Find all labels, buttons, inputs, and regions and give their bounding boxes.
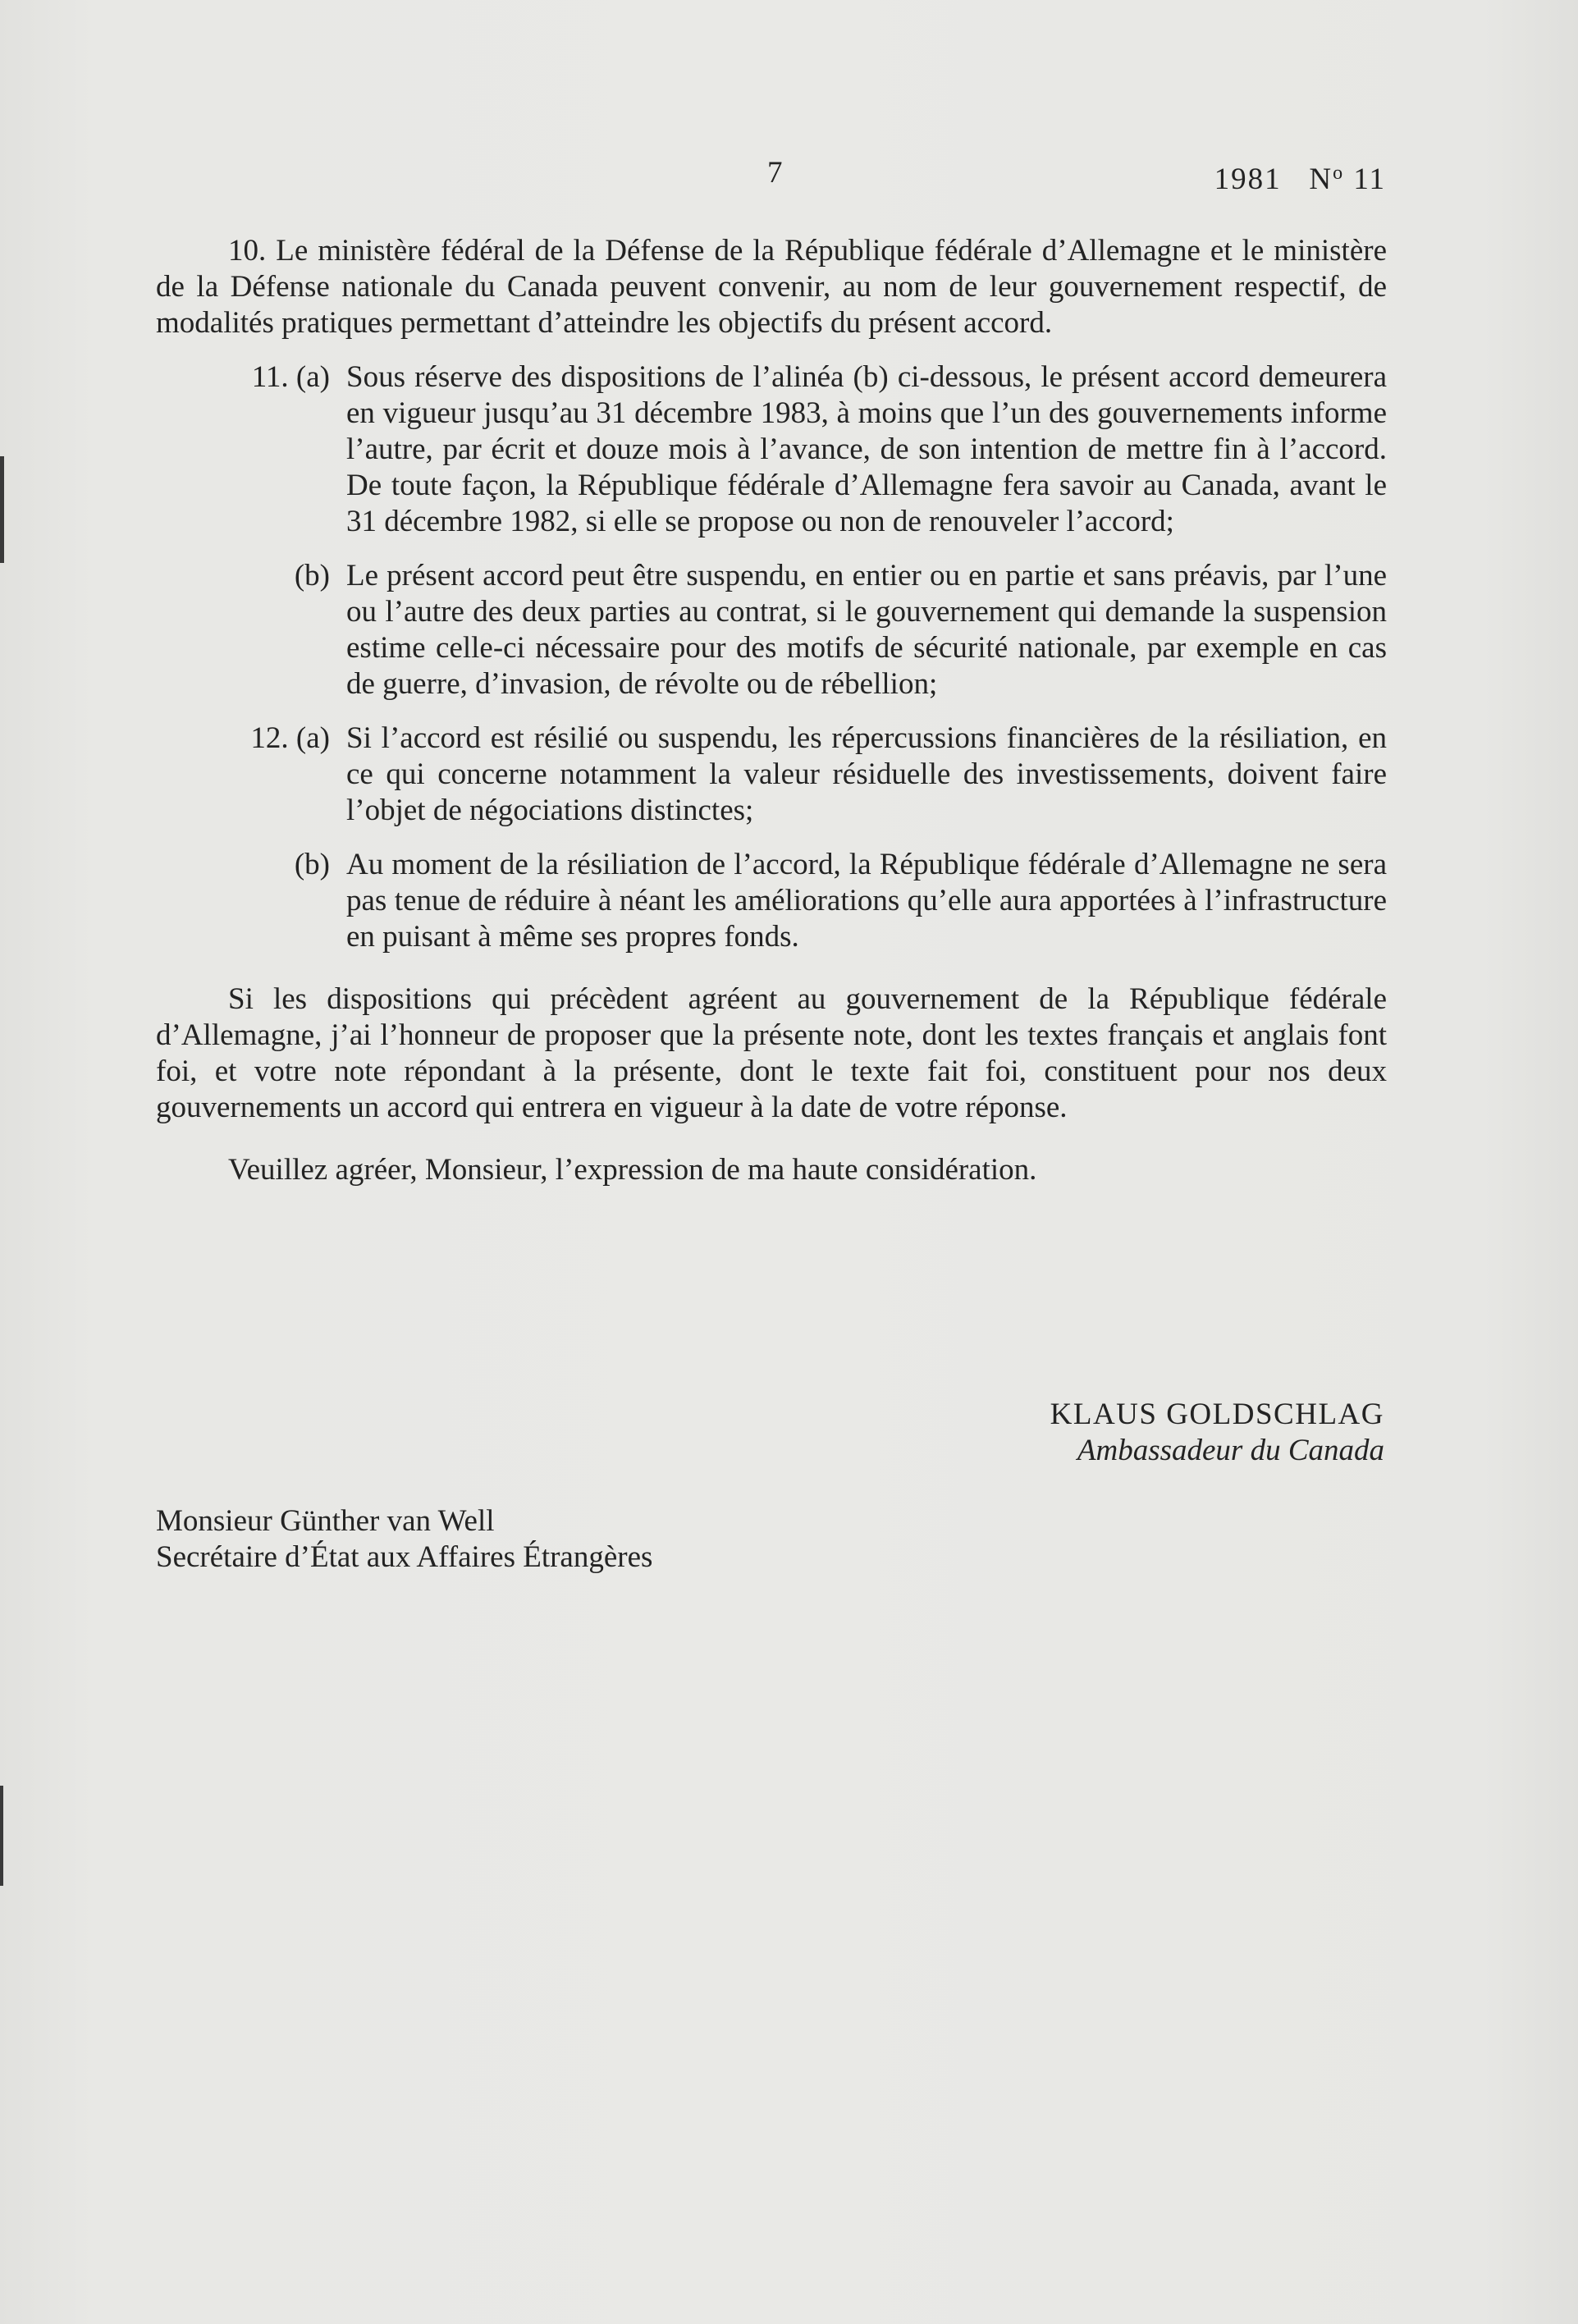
binding-mark-bottom <box>0 1786 3 1886</box>
page-number: 7 <box>767 156 783 190</box>
paragraph-12a-text: Si l’accord est résilié ou suspendu, les répercussions financières de la résiliation, en ce qui concerne notamment la valeur résiduelle des investissements, doivent faire l’objet de négociations distinctes; <box>346 721 1387 827</box>
paragraph-10: 10. Le ministère fédéral de la Défense de la République fédérale d’Allemagne et le ministère de la Défense nationale du Canada peuvent convenir, au nom de leur gouvernement respectif, de modalités pratiques permettant d’atteindre les objectifs du présent accord. <box>156 234 1387 340</box>
page-header <box>0 153 1578 194</box>
paragraph-12a-label: 12. (a) <box>250 721 330 755</box>
signatory-title: Ambassadeur du Canada <box>1077 1434 1384 1467</box>
addressee-block <box>156 1503 652 1576</box>
paragraph-11a <box>251 359 1387 540</box>
signatory-name: KLAUS GOLDSCHLAG <box>1050 1398 1384 1431</box>
addressee-name: Monsieur Günther van Well <box>156 1504 495 1538</box>
paragraph-11b-label: (b) <box>294 559 330 592</box>
paragraph-11a-text: Sous réserve des dispositions de l’alinéa (b) ci-dessous, le présent accord demeurera en vigueur jusqu’au 31 décembre 1983, à moins que l’un des gouvernements informe l’autre, par écrit et douze mois à l’avance, de son intention de mettre fin à l’accord. De toute façon, la République fédérale d’Allemagne fera savoir au Canada, avant le 31 décembre 1982, si elle se propose ou non de renouveler l’accord; <box>346 360 1387 538</box>
addressee-title: Secrétaire d’État aux Affaires Étrangères <box>156 1540 653 1574</box>
letter-body <box>156 233 1387 1188</box>
paragraph-12b <box>294 847 1387 955</box>
document-reference <box>1214 153 1386 200</box>
paragraph-12a <box>250 721 1387 829</box>
signature-block <box>1050 1397 1384 1469</box>
paragraph-11b <box>294 558 1387 702</box>
paragraph-11a-label: 11. (a) <box>251 360 330 394</box>
doc-no-superscript: o <box>1333 162 1345 184</box>
paragraph-11b-text: Le présent accord peut être suspendu, en entier ou en partie et sans préavis, par l’une ou l’autre des deux parties au contrat, si le gouvernement qui demande la suspension estime celle-ci nécessaire pour des motifs de sécurité nationale, par exemple en cas de guerre, d’invasion, de révolte ou de rébellion; <box>346 559 1387 701</box>
doc-no-label: N <box>1309 162 1333 196</box>
doc-year: 1981 <box>1214 162 1282 196</box>
paragraph-12b-label: (b) <box>294 848 330 881</box>
binding-mark-top <box>0 456 4 563</box>
doc-no-value: 11 <box>1353 162 1386 196</box>
salutation: Veuillez agréer, Monsieur, l’expression de ma haute considération. <box>228 1153 1037 1187</box>
closing-paragraph: Si les dispositions qui précèdent agréent au gouvernement de la République fédérale d’Allemagne, j’ai l’honneur de proposer que la présente note, dont les textes français et anglais font foi, et votre note répondant à la présente, dont le texte fait foi, constituent pour nos deux gouvernements un accord qui entrera en vigueur à la date de votre réponse. <box>156 982 1387 1124</box>
paragraph-12b-text: Au moment de la résiliation de l’accord, la République fédérale d’Allemagne ne sera pas tenue de réduire à néant les améliorations qu’elle aura apportées à l’infrastructure en puisant à même ses propres fonds. <box>346 848 1387 954</box>
